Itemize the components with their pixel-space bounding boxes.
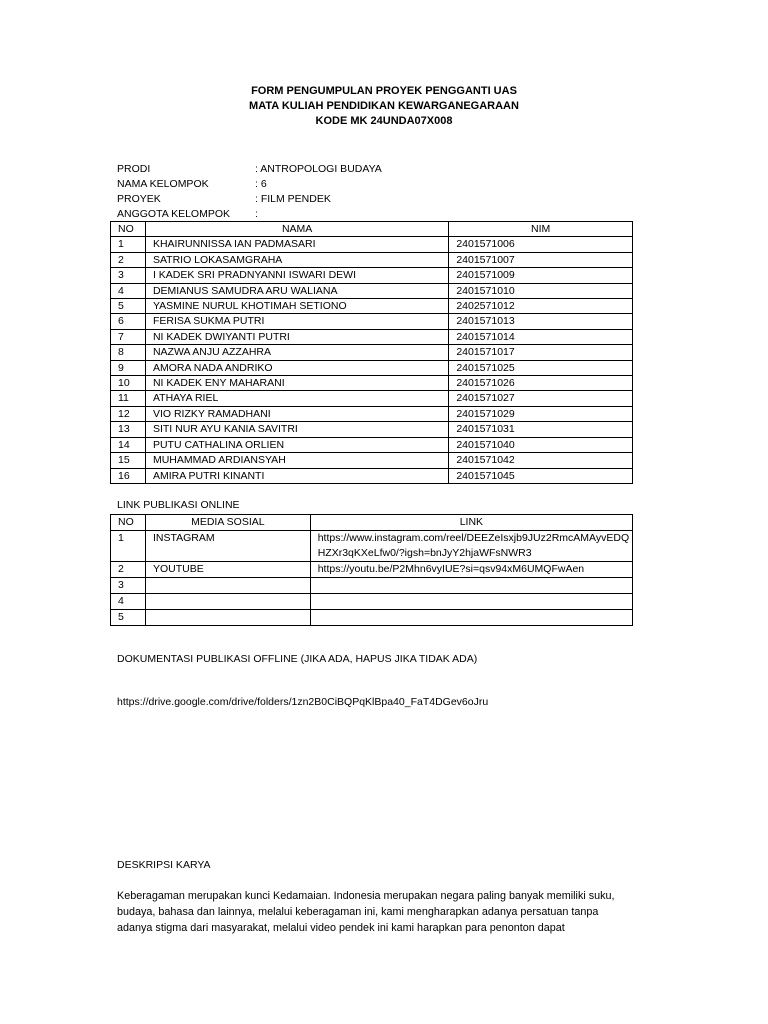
table-row <box>111 437 633 452</box>
links-table <box>110 514 633 626</box>
member-nim: 2401571025 <box>449 360 633 375</box>
table-row <box>111 406 633 421</box>
table-row <box>111 610 633 626</box>
column-header-link: LINK <box>310 515 632 531</box>
member-no: 10 <box>111 376 146 391</box>
table-row <box>111 252 633 267</box>
member-name: DEMIANUS SAMUDRA ARU WALIANA <box>145 283 448 298</box>
table-row <box>111 314 633 329</box>
link-no: 3 <box>111 578 146 594</box>
table-row <box>111 345 633 360</box>
member-name: AMORA NADA ANDRIKO <box>145 360 448 375</box>
offline-docs-title: DOKUMENTASI PUBLIKASI OFFLINE (JIKA ADA, HAPUS JIKA TIDAK ADA) <box>117 653 478 665</box>
member-nim: 2401571026 <box>449 376 633 391</box>
header-title: FORM PENGUMPULAN PROYEK PENGGANTI UAS <box>251 85 517 97</box>
member-no: 6 <box>111 314 146 329</box>
link-url <box>310 578 632 594</box>
table-row <box>111 391 633 406</box>
member-name: KHAIRUNNISSA IAN PADMASARI <box>145 237 448 252</box>
info-label: NAMA KELOMPOK <box>117 178 209 190</box>
link-media <box>145 594 310 610</box>
member-nim: 2401571027 <box>449 391 633 406</box>
table-row <box>111 531 633 562</box>
column-header-no: NO <box>111 222 146 237</box>
table-row <box>111 468 633 483</box>
link-media <box>145 610 310 626</box>
member-no: 2 <box>111 252 146 267</box>
info-row-group <box>117 177 382 192</box>
member-no: 7 <box>111 329 146 344</box>
link-no: 4 <box>111 594 146 610</box>
members-table <box>110 221 633 484</box>
table-row <box>111 329 633 344</box>
table-row <box>111 299 633 314</box>
table-row <box>111 562 633 578</box>
member-no: 4 <box>111 283 146 298</box>
info-row-project <box>117 192 382 207</box>
member-name: MUHAMMAD ARDIANSYAH <box>145 453 448 468</box>
member-name: SITI NUR AYU KANIA SAVITRI <box>145 422 448 437</box>
member-no: 1 <box>111 237 146 252</box>
member-no: 5 <box>111 299 146 314</box>
link-no: 2 <box>111 562 146 578</box>
table-row <box>111 376 633 391</box>
online-links-title: LINK PUBLIKASI ONLINE <box>117 499 240 511</box>
info-label: ANGGOTA KELOMPOK <box>117 208 230 220</box>
table-row <box>111 237 633 252</box>
column-header-media: MEDIA SOSIAL <box>145 515 310 531</box>
link-url <box>310 594 632 610</box>
member-no: 14 <box>111 437 146 452</box>
member-no: 9 <box>111 360 146 375</box>
header-course: MATA KULIAH PENDIDIKAN KEWARGANEGARAAN <box>249 100 519 112</box>
member-nim: 2401571017 <box>449 345 633 360</box>
member-nim: 2401571009 <box>449 268 633 283</box>
info-row-prodi <box>117 162 382 177</box>
column-header-nim: NIM <box>449 222 633 237</box>
table-row <box>111 268 633 283</box>
table-row <box>111 578 633 594</box>
link-url[interactable]: https://www.instagram.com/reel/DEEZeIsxjb9JUz2RmcAMAyvEDQHZXr3qKXeLfw0/?igsh=bnJyY2hjaWFsNWR3 <box>310 531 632 562</box>
table-header-row <box>111 222 633 237</box>
member-nim: 2401571007 <box>449 252 633 267</box>
column-header-name: NAMA <box>145 222 448 237</box>
table-row <box>111 594 633 610</box>
member-nim: 2401571014 <box>449 329 633 344</box>
link-media: INSTAGRAM <box>145 531 310 562</box>
member-name: NAZWA ANJU AZZAHRA <box>145 345 448 360</box>
link-media <box>145 578 310 594</box>
description-text: Keberagaman merupakan kunci Kedamaian. Indonesia merupakan negara paling banyak memiliki suku, budaya, bahasa dan lainnya, melalui keberagaman ini, kami mengharapkan adanya persatuan tanpa adanya stigma dari masyarakat, melalui video pendek ini kami harapkan para penonton dapat <box>117 890 615 934</box>
info-value: : 6 <box>255 178 267 190</box>
member-nim: 2401571045 <box>449 468 633 483</box>
table-row <box>111 453 633 468</box>
member-name: PUTU CATHALINA ORLIEN <box>145 437 448 452</box>
info-label: PRODI <box>117 163 151 175</box>
member-no: 11 <box>111 391 146 406</box>
member-no: 15 <box>111 453 146 468</box>
member-nim: 2401571010 <box>449 283 633 298</box>
group-info <box>117 162 382 222</box>
description-title: DESKRIPSI KARYA <box>117 859 211 871</box>
member-name: YASMINE NURUL KHOTIMAH SETIONO <box>145 299 448 314</box>
info-label: PROYEK <box>117 193 161 205</box>
member-name: AMIRA PUTRI KINANTI <box>145 468 448 483</box>
member-nim: 2401571029 <box>449 406 633 421</box>
member-name: NI KADEK ENY MAHARANI <box>145 376 448 391</box>
link-no: 5 <box>111 610 146 626</box>
table-header-row <box>111 515 633 531</box>
offline-docs-link[interactable]: https://drive.google.com/drive/folders/1zn2B0CiBQPqKlBpa40_FaT4DGev6oJru <box>117 696 489 708</box>
table-row <box>111 360 633 375</box>
member-name: I KADEK SRI PRADNYANNI ISWARI DEWI <box>145 268 448 283</box>
column-header-no: NO <box>111 515 146 531</box>
link-url <box>310 610 632 626</box>
link-no: 1 <box>111 531 146 562</box>
member-no: 3 <box>111 268 146 283</box>
member-nim: 2401571013 <box>449 314 633 329</box>
member-nim: 2402571012 <box>449 299 633 314</box>
member-no: 12 <box>111 406 146 421</box>
member-name: VIO RIZKY RAMADHANI <box>145 406 448 421</box>
member-name: NI KADEK DWIYANTI PUTRI <box>145 329 448 344</box>
member-nim: 2401571031 <box>449 422 633 437</box>
member-name: SATRIO LOKASAMGRAHA <box>145 252 448 267</box>
form-header <box>0 84 768 129</box>
member-nim: 2401571042 <box>449 453 633 468</box>
info-row-members <box>117 207 382 222</box>
info-value: : <box>255 208 258 220</box>
link-media: YOUTUBE <box>145 562 310 578</box>
header-course-code: KODE MK 24UNDA07X008 <box>315 115 453 127</box>
member-nim: 2401571040 <box>449 437 633 452</box>
member-no: 16 <box>111 468 146 483</box>
member-no: 13 <box>111 422 146 437</box>
info-value: : FILM PENDEK <box>255 193 331 205</box>
member-nim: 2401571006 <box>449 237 633 252</box>
table-row <box>111 422 633 437</box>
links-table-body <box>111 531 633 626</box>
link-url[interactable]: https://youtu.be/P2Mhn6vyIUE?si=qsv94xM6UMQFwAen <box>310 562 632 578</box>
member-name: ATHAYA RIEL <box>145 391 448 406</box>
member-name: FERISA SUKMA PUTRI <box>145 314 448 329</box>
member-no: 8 <box>111 345 146 360</box>
table-row <box>111 283 633 298</box>
members-table-body <box>111 237 633 484</box>
info-value: : ANTROPOLOGI BUDAYA <box>255 163 382 175</box>
